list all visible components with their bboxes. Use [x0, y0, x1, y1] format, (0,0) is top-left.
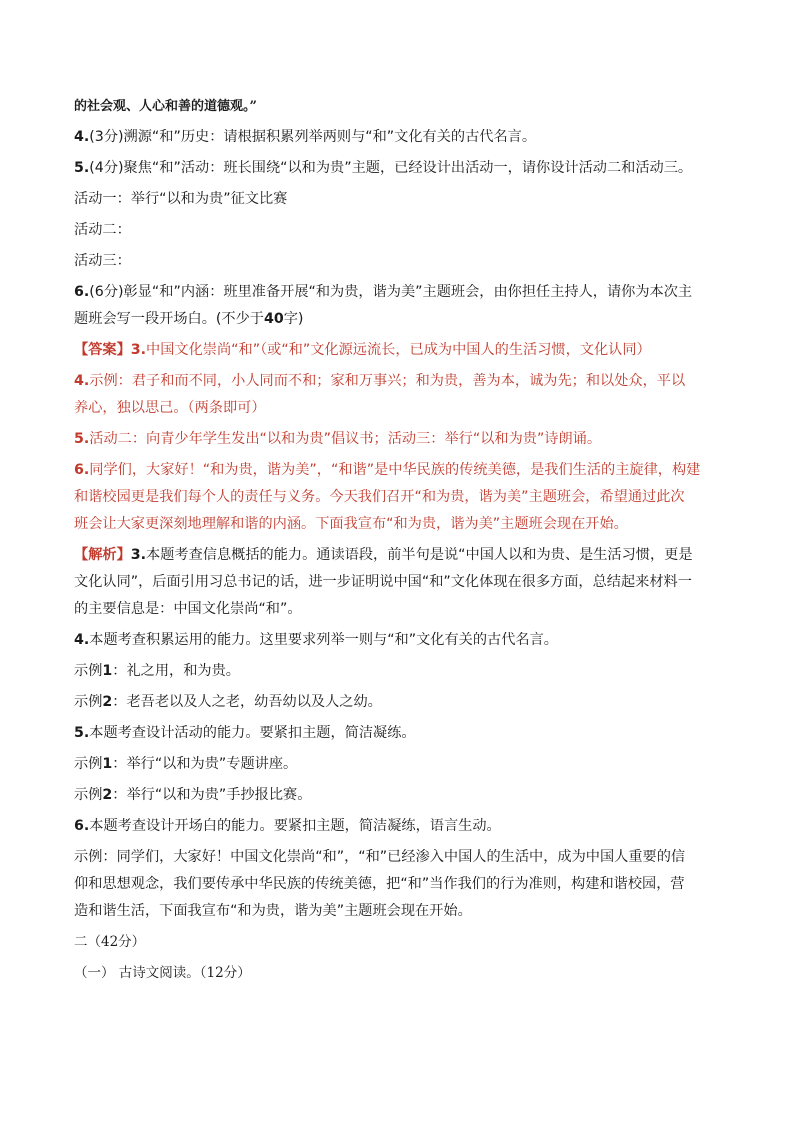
example-text: ：老吾老以及人之老，幼吾幼以及人之幼。	[112, 694, 382, 710]
answer-5-number: 5.	[74, 431, 90, 447]
answer-6-number: 6.	[74, 462, 90, 478]
analysis-4-number: 4.	[74, 632, 90, 648]
analysis-3-line-2: 文化认同”，后面引用习总书记的话，进一步证明说中国“和”文化体现在很多方面，总结起来材料一	[74, 574, 692, 590]
example-5-1	[74, 754, 734, 775]
answer-3-number: 3.	[130, 342, 147, 358]
question-4-number: 4.	[74, 129, 90, 145]
analysis-3-line-1	[74, 545, 734, 566]
question-6-text-1: (6分)彰显“和”内涵：班里准备开展“和为贵，谐为美”主题班会，由你担任主持人，请你为本次主	[89, 284, 693, 300]
answer-tag: 【答案】	[74, 342, 131, 358]
question-6-line-2	[74, 309, 734, 330]
question-6-line-1	[74, 282, 734, 303]
answer-3-text: 中国文化崇尚“和”（或“和”文化源远流长，已成为中国人的生活习惯，文化认同）	[146, 342, 651, 358]
question-6-number: 6.	[74, 284, 90, 300]
question-6-word-count: 40	[263, 311, 284, 327]
example-4-1	[74, 661, 734, 682]
answer-5	[74, 429, 734, 450]
example-6-line-3: 造和谐生活，下面我宣布“和为贵，谐为美”主题班会现在开始。	[74, 903, 472, 919]
answer-4-text-1: 示例：君子和而不同，小人同而不和；家和万事兴；和为贵，善为本，诚为先；和以处众，平以	[89, 373, 686, 389]
example-5-2	[74, 785, 734, 806]
example-text: ：举行“以和为贵”专题讲座。	[112, 756, 298, 772]
answer-4-line-2: 养心，独以思己。（两条即可）	[74, 400, 266, 416]
quote-tail: 的社会观、人心和善的道德观。”	[74, 99, 257, 114]
answer-6-text-1: 同学们，大家好！“和为贵，谐为美”，“和谐”是中华民族的传统美德，是我们生活的主旋律，构建	[89, 462, 701, 478]
answer-6-line-3: 班会让大家更深刻地理解和谐的内涵。下面我宣布“和为贵，谐为美”主题班会现在开始。	[74, 516, 628, 532]
question-6	[74, 282, 734, 330]
question-6-text-2b: 字)	[283, 311, 304, 327]
analysis-5-text: 本题考查设计活动的能力。要紧扣主题，简洁凝练。	[89, 725, 416, 741]
answer-4-line-1	[74, 371, 734, 392]
question-4	[74, 127, 734, 148]
analysis-3	[74, 545, 734, 620]
question-4-text: (3分)溯源“和”历史：请根据积累列举两则与“和”文化有关的古代名言。	[89, 129, 537, 145]
answer-5-text: 活动二：向青少年学生发出“以和为贵”倡议书；活动三：举行“以和为贵”诗朗诵。	[89, 431, 602, 447]
example-label: 示例	[74, 787, 103, 803]
question-5-text: (4分)聚焦“和”活动：班长围绕“以和为贵”主题，已经设计出活动一，请你设计活动二和活动三。	[89, 160, 693, 176]
question-5	[74, 158, 734, 179]
activity-1: 活动一：举行“以和为贵”征文比赛	[74, 191, 288, 207]
example-number: 2	[102, 694, 113, 710]
analysis-6-text: 本题考查设计开场白的能力。要紧扣主题，简洁凝练，语言生动。	[89, 818, 501, 834]
activity-3: 活动三：	[74, 253, 131, 269]
analysis-5	[74, 723, 734, 744]
answer-6-line-2: 和谐校园更是我们每个人的责任与义务。今天我们召开“和为贵，谐为美”主题班会，希望通过此次	[74, 489, 685, 505]
analysis-tag: 【解析】	[74, 547, 131, 563]
answer-4-number: 4.	[74, 373, 90, 389]
analysis-3-line-3: 的主要信息是：中国文化崇尚“和”。	[74, 601, 302, 617]
analysis-6	[74, 816, 734, 837]
example-label: 示例	[74, 756, 103, 772]
example-text: ：礼之用，和为贵。	[112, 663, 240, 679]
example-6-line-1: 示例：同学们，大家好！中国文化崇尚“和”，“和”已经渗入中国人的生活中，成为中国人重要的信	[74, 849, 686, 865]
document-page	[74, 96, 734, 994]
example-text: ：举行“以和为贵”手抄报比赛。	[112, 787, 312, 803]
example-6	[74, 847, 734, 922]
analysis-3-number: 3.	[130, 547, 147, 563]
example-label: 示例	[74, 663, 103, 679]
example-number: 2	[102, 787, 113, 803]
analysis-4	[74, 630, 734, 651]
answer-6-line-1	[74, 460, 734, 481]
question-6-text-2a: 题班会写一段开场白。(不少于	[74, 311, 264, 327]
answer-3	[74, 340, 734, 361]
example-number: 1	[102, 756, 113, 772]
analysis-6-number: 6.	[74, 818, 90, 834]
example-number: 1	[102, 663, 113, 679]
analysis-5-number: 5.	[74, 725, 90, 741]
section-2-heading: 二（42分）	[74, 934, 146, 950]
analysis-4-text: 本题考查积累运用的能力。这里要求列举一则与“和”文化有关的古代名言。	[89, 632, 558, 648]
activity-2: 活动二：	[74, 222, 131, 238]
question-5-number: 5.	[74, 160, 90, 176]
example-4-2	[74, 692, 734, 713]
answer-6	[74, 460, 734, 535]
example-label: 示例	[74, 694, 103, 710]
example-6-line-2: 仰和思想观念，我们要传承中华民族的传统美德，把“和”当作我们的行为准则，构建和谐校园，营	[74, 876, 685, 892]
analysis-3-text-1: 本题考查信息概括的能力。通读语段，前半句是说“中国人以和为贵、是生活习惯，更是	[146, 547, 693, 563]
section-2-subheading: （一） 古诗文阅读。（12分）	[74, 965, 251, 981]
answer-4	[74, 371, 734, 419]
